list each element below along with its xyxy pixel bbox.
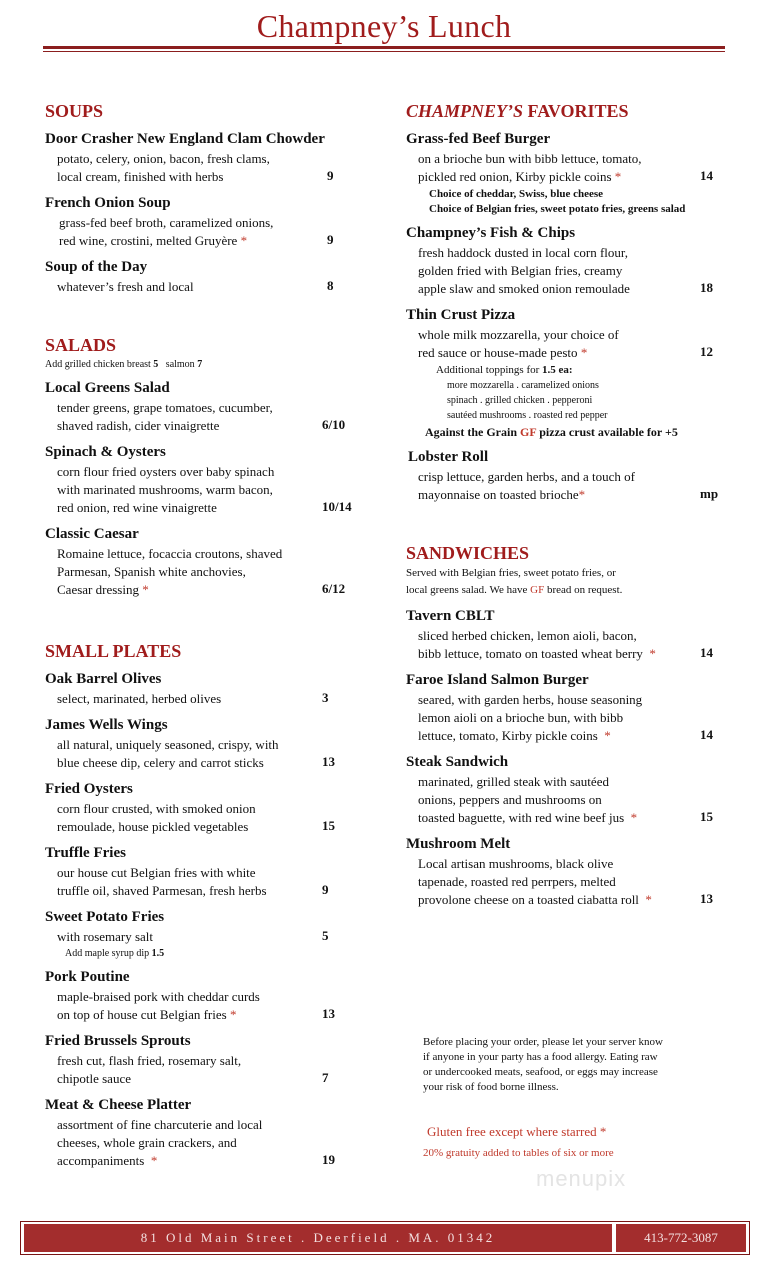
menu-item-desc: lettuce, tomato, Kirby pickle coins * bbox=[418, 728, 611, 743]
burger-choice-cheese: Choice of cheddar, Swiss, blue cheese bbox=[429, 188, 604, 200]
menu-item-desc: toasted baguette, with red wine beef jus * bbox=[418, 810, 638, 825]
star-marker: * bbox=[240, 233, 248, 248]
menu-item-desc: maple-braised pork with cheddar curds bbox=[57, 989, 260, 1004]
menu-item-price: 9 bbox=[322, 882, 329, 897]
allergy-notice: your risk of food borne illness. bbox=[423, 1081, 559, 1093]
menu-item-price: 18 bbox=[700, 280, 713, 295]
menu-item-desc: accompaniments * bbox=[57, 1153, 158, 1168]
menu-item-name: Grass-fed Beef Burger bbox=[406, 131, 551, 147]
menu-item-name: Soup of the Day bbox=[45, 259, 148, 275]
menu-item-desc: blue cheese dip, celery and carrot sticks bbox=[57, 755, 264, 770]
menu-item-desc: fresh cut, flash fried, rosemary salt, bbox=[57, 1053, 242, 1068]
menu-item-desc: assortment of fine charcuterie and local bbox=[57, 1117, 263, 1132]
menu-item-name: Lobster Roll bbox=[408, 449, 489, 465]
menu-item-desc: our house cut Belgian fries with white bbox=[57, 865, 256, 880]
menu-item-desc: red sauce or house-made pesto * bbox=[418, 345, 588, 360]
menu-item-desc: crisp lettuce, garden herbs, and a touch of bbox=[418, 469, 635, 484]
menu-item-desc: corn flour fried oysters over baby spinach bbox=[57, 464, 275, 479]
menu-item-desc: seared, with garden herbs, house seasoning bbox=[418, 692, 643, 707]
menu-item-name: Spinach & Oysters bbox=[45, 444, 166, 460]
allergy-notice: if anyone in your party has a food allergy. Eating raw bbox=[423, 1051, 658, 1063]
menu-item-desc: provolone cheese on a toasted ciabatta roll * bbox=[418, 892, 652, 907]
menu-item-name: James Wells Wings bbox=[45, 717, 168, 733]
menu-item-name: French Onion Soup bbox=[45, 195, 171, 211]
allergy-notice: or undercooked meats, seafood, or eggs may increase bbox=[423, 1066, 658, 1078]
menu-item-desc: tapenade, roasted red perrpers, melted bbox=[418, 874, 616, 889]
menu-item-desc: Parmesan, Spanish white anchovies, bbox=[57, 564, 246, 579]
gluten-free-note: Gluten free except where starred * bbox=[427, 1124, 607, 1139]
footer-address: 81 Old Main Street . Deerfield . MA. 01342 bbox=[24, 1224, 612, 1252]
menu-item-price: 8 bbox=[327, 278, 334, 293]
menu-item-desc: pickled red onion, Kirby pickle coins * bbox=[418, 169, 622, 184]
menu-item-price: 9 bbox=[327, 232, 334, 247]
allergy-notice: Before placing your order, please let your server know bbox=[423, 1036, 663, 1048]
menu-item-desc: red wine, crostini, melted Gruyère * bbox=[59, 233, 248, 248]
menu-item-name: Truffle Fries bbox=[45, 845, 126, 861]
menu-item-name: Oak Barrel Olives bbox=[45, 671, 162, 687]
menu-item-desc: Romaine lettuce, focaccia croutons, shaved bbox=[57, 546, 283, 561]
menu-item-desc: sliced herbed chicken, lemon aioli, bacon, bbox=[418, 628, 637, 643]
menu-item-name: Steak Sandwich bbox=[406, 754, 509, 770]
star-marker: * bbox=[630, 810, 638, 825]
menu-item-price: mp bbox=[700, 486, 719, 501]
menu-item-desc: select, marinated, herbed olives bbox=[57, 691, 222, 706]
menu-title: Champney’s Lunch bbox=[256, 8, 512, 44]
menu-item-desc: all natural, uniquely seasoned, crispy, with bbox=[57, 737, 279, 752]
menu-item-name: Mushroom Melt bbox=[406, 836, 511, 852]
menu-item-desc: grass-fed beef broth, caramelized onions, bbox=[59, 215, 274, 230]
menu-item-desc: onions, peppers and mushrooms on bbox=[418, 792, 602, 807]
star-marker: * bbox=[645, 892, 652, 907]
menu-item-desc: chipotle sauce bbox=[57, 1071, 131, 1086]
menu-item-price: 5 bbox=[322, 928, 329, 943]
menu-item-desc: potato, celery, onion, bacon, fresh clams, bbox=[57, 151, 270, 166]
menu-item-desc: on a brioche bun with bibb lettuce, tomato, bbox=[418, 151, 642, 166]
salads-heading: SALADS bbox=[45, 335, 117, 355]
menu-item-desc: bibb lettuce, tomato on toasted wheat berry * bbox=[418, 646, 656, 661]
menu-item-desc: mayonnaise on toasted brioche* bbox=[418, 487, 586, 502]
menu-item-desc: truffle oil, shaved Parmesan, fresh herbs bbox=[57, 883, 267, 898]
topping-line: spinach . grilled chicken . pepperoni bbox=[447, 395, 593, 406]
sandwiches-heading: SANDWICHES bbox=[406, 543, 530, 563]
menu-item-desc: cheeses, whole grain crackers, and bbox=[57, 1135, 237, 1150]
menu-item-price: 7 bbox=[322, 1070, 329, 1085]
star-marker: * bbox=[649, 646, 656, 661]
menu-item-name: Faroe Island Salmon Burger bbox=[406, 672, 589, 688]
menu-item-desc: lemon aioli on a brioche bun, with bibb bbox=[418, 710, 624, 725]
menu-item-desc: on top of house cut Belgian fries * bbox=[57, 1007, 237, 1022]
favorites-heading: CHAMPNEY’S FAVORITES bbox=[406, 101, 629, 121]
menu-item-price: 13 bbox=[700, 891, 713, 906]
menu-item-name: Sweet Potato Fries bbox=[45, 909, 165, 925]
menu-item-price: 3 bbox=[322, 690, 329, 705]
title-rule bbox=[43, 46, 725, 49]
menu-item-price: 14 bbox=[700, 645, 713, 660]
topping-line: sautéed mushrooms . roasted red pepper bbox=[447, 410, 608, 421]
menu-item-desc: shaved radish, cider vinaigrette bbox=[57, 418, 220, 433]
menu-item-desc: local cream, finished with herbs bbox=[57, 169, 224, 184]
menu-item-name: Classic Caesar bbox=[45, 526, 139, 542]
gf-crust-note: Against the Grain GF pizza crust available for +5 bbox=[425, 425, 678, 439]
burger-choice-side: Choice of Belgian fries, sweet potato fries, greens salad bbox=[429, 203, 686, 215]
menu-item-name: Champney’s Fish & Chips bbox=[406, 225, 576, 241]
watermark: menupix bbox=[536, 1166, 627, 1191]
menu-item-price: 19 bbox=[322, 1152, 335, 1167]
star-marker: * bbox=[578, 487, 586, 502]
menu-item-price: 6/12 bbox=[322, 581, 346, 596]
menu-item-desc: golden fried with Belgian fries, creamy bbox=[418, 263, 623, 278]
menu-item-price: 12 bbox=[700, 344, 713, 359]
star-marker: * bbox=[150, 1153, 158, 1168]
menu-item-price: 13 bbox=[322, 1006, 335, 1021]
menu-item-name: Meat & Cheese Platter bbox=[45, 1097, 192, 1113]
menu-item-desc: Local artisan mushrooms, black olive bbox=[418, 856, 614, 871]
star-marker: * bbox=[229, 1007, 237, 1022]
menu-item-price: 15 bbox=[700, 809, 713, 824]
menu-item-desc: fresh haddock dusted in local corn flour, bbox=[418, 245, 628, 260]
menu-item-name: Tavern CBLT bbox=[406, 608, 495, 624]
title-rule-thin bbox=[43, 51, 725, 52]
toppings-label: Additional toppings for 1.5 ea: bbox=[436, 364, 573, 376]
salads-addon-note: Add grilled chicken breast 5 salmon 7 bbox=[45, 359, 203, 370]
menu-item-name: Thin Crust Pizza bbox=[406, 307, 516, 323]
menu-item-name: Local Greens Salad bbox=[45, 380, 170, 396]
star-marker: * bbox=[614, 169, 622, 184]
menu-item-name: Fried Oysters bbox=[45, 781, 133, 797]
menu-item-name: Door Crasher New England Clam Chowder bbox=[45, 131, 325, 147]
menu-item-desc: with marinated mushrooms, warm bacon, bbox=[57, 482, 273, 497]
menu-item-price: 10/14 bbox=[322, 499, 352, 514]
menu-item-desc: with rosemary salt bbox=[57, 929, 154, 944]
star-marker: * bbox=[580, 345, 588, 360]
star-marker: * bbox=[604, 728, 611, 743]
menu-item-desc: whatever’s fresh and local bbox=[57, 279, 194, 294]
star-marker: * bbox=[142, 582, 149, 597]
menu-item-price: 15 bbox=[322, 818, 335, 833]
menu-item-price: 13 bbox=[322, 754, 335, 769]
menu-item-price: 6/10 bbox=[322, 417, 346, 432]
topping-line: more mozzarella . caramelized onions bbox=[447, 380, 599, 391]
menu-item-price: 14 bbox=[700, 727, 713, 742]
menu-item-name: Pork Poutine bbox=[45, 969, 130, 985]
sandwiches-note: local greens salad. We have GF bread on request. bbox=[406, 584, 623, 596]
menu-item-desc: apple slaw and smoked onion remoulade bbox=[418, 281, 630, 296]
menu-item-desc: marinated, grilled steak with sautéed bbox=[418, 774, 609, 789]
menu-item-name: Fried Brussels Sprouts bbox=[45, 1033, 191, 1049]
menu-item-price: 14 bbox=[700, 168, 713, 183]
gratuity-note: 20% gratuity added to tables of six or more bbox=[423, 1147, 614, 1159]
menu-item-desc: corn flour crusted, with smoked onion bbox=[57, 801, 256, 816]
menu-item-desc: red onion, red wine vinaigrette bbox=[57, 500, 217, 515]
menu-item-price: 9 bbox=[327, 168, 334, 183]
menu-item-desc: tender greens, grape tomatoes, cucumber, bbox=[57, 400, 273, 415]
menu-item-desc: whole milk mozzarella, your choice of bbox=[418, 327, 619, 342]
footer-phone: 413-772-3087 bbox=[616, 1224, 746, 1252]
addon-note: Add maple syrup dip 1.5 bbox=[65, 948, 165, 959]
small-plates-heading: SMALL PLATES bbox=[45, 641, 182, 661]
menu-item-desc: remoulade, house pickled vegetables bbox=[57, 819, 249, 834]
menu-item-desc: Caesar dressing * bbox=[57, 582, 149, 597]
sandwiches-note: Served with Belgian fries, sweet potato fries, or bbox=[406, 567, 616, 579]
soups-heading: SOUPS bbox=[45, 101, 104, 121]
